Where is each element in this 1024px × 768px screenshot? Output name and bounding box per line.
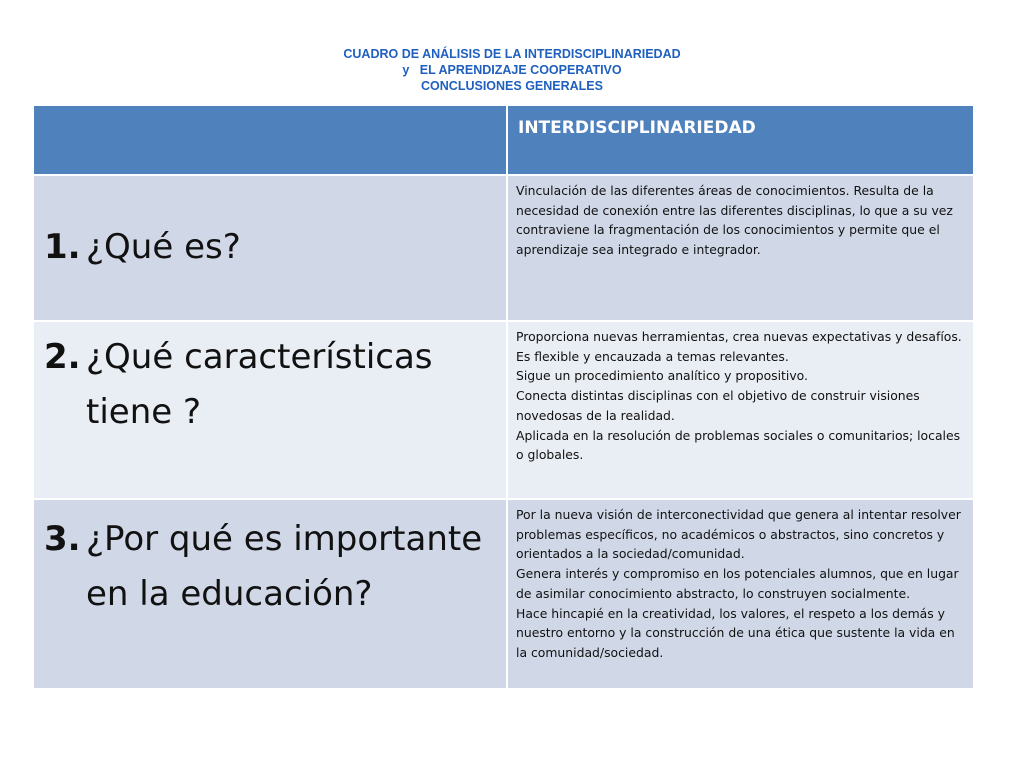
table-header-row [33, 105, 974, 175]
analysis-table [32, 104, 973, 690]
answer-line: Genera interés y compromiso en los potenciales alumnos, que en lugar de asimilar conocimiento abstracto, lo construyen socialmente. [516, 566, 959, 601]
answer-line: Hace hincapié en la creatividad, los valores, el respeto a los demás y nuestro entorno y la construcción de una ética que sustente la vida en la comunidad/sociedad. [516, 605, 955, 660]
question-number: 1. [44, 227, 81, 267]
table-row [33, 175, 974, 321]
column-header: INTERDISCIPLINARIEDAD [518, 118, 756, 138]
question-cell [33, 499, 507, 689]
answer-line: Vinculación de las diferentes áreas de conocimientos. Resulta de la necesidad de conexión entre las diferentes disciplinas, lo que a su vez contraviene la fragmentación de los conocimientos y permite que el aprendizaje sea integrado e integrador. [516, 183, 953, 258]
table-row [33, 499, 974, 689]
title-line-2: y EL APRENDIZAJE COOPERATIVO [402, 63, 622, 77]
header-cell [507, 105, 974, 175]
question-cell [33, 175, 507, 321]
question-number: 2. [44, 337, 81, 377]
title-line-3: CONCLUSIONES GENERALES [421, 79, 603, 93]
question-text: ¿Qué características tiene ? [86, 337, 433, 432]
answer-line: Es flexible y encauzada a temas relevantes. [516, 348, 789, 364]
title-line-1: CUADRO DE ANÁLISIS DE LA INTERDISCIPLINARIEDAD [343, 47, 681, 61]
header-empty-cell [33, 105, 507, 175]
page-title [0, 46, 1024, 94]
table-row [33, 321, 974, 499]
answer-cell [507, 175, 974, 321]
answer-line: Conecta distintas disciplinas con el objetivo de construir visiones novedosas de la realidad. [516, 388, 920, 423]
answer-cell [507, 321, 974, 499]
answer-cell [507, 499, 974, 689]
answer-line: Sigue un procedimiento analítico y propositivo. [516, 368, 808, 384]
answer-line: Por la nueva visión de interconectividad que genera al intentar resolver problemas específicos, no académicos o abstractos, sino concretos y orientados a la sociedad/comunidad. [516, 507, 961, 562]
answer-line: Aplicada en la resolución de problemas sociales o comunitarios; locales o globales. [516, 427, 961, 463]
question-text: ¿Qué es? [86, 227, 241, 267]
answer-line: Proporciona nuevas herramientas, crea nuevas expectativas y desafíos. [516, 329, 962, 344]
question-number: 3. [44, 519, 81, 559]
question-text: ¿Por qué es importante en la educación? [86, 519, 483, 614]
question-cell [33, 321, 507, 499]
